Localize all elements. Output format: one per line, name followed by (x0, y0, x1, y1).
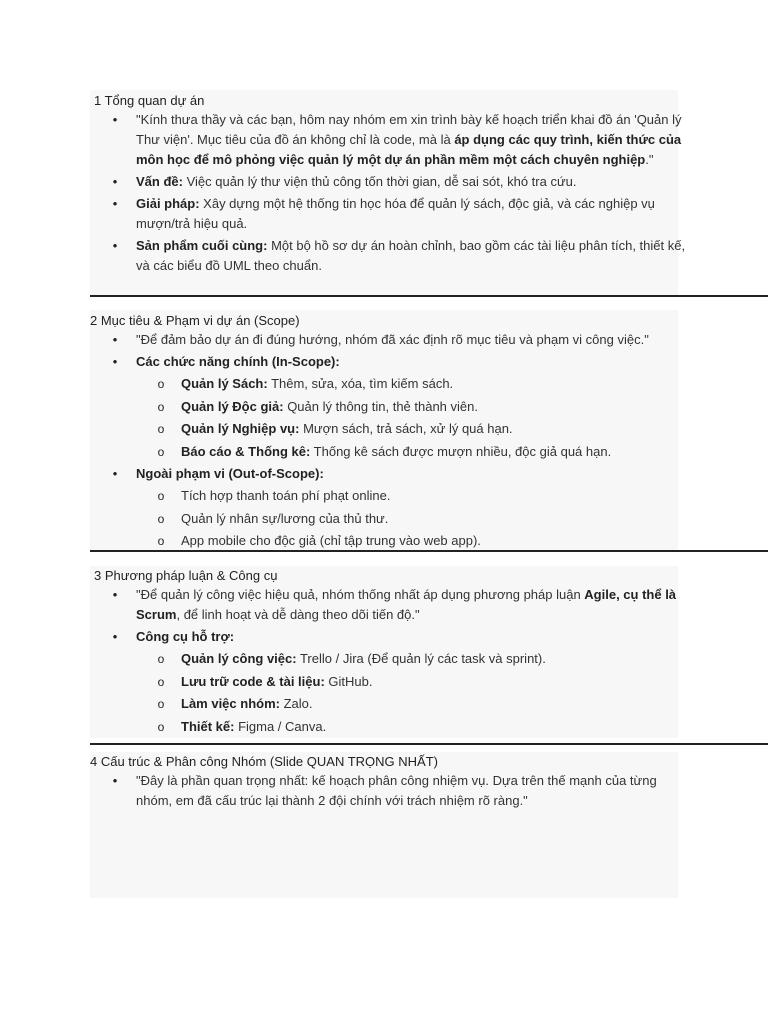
list-item: • Vấn đề: Việc quản lý thư viện thủ công tốn thời gian, dễ sai sót, khó tra cứu. (90, 172, 690, 192)
sub-list-item: o Thiết kế: Figma / Canva. (90, 717, 690, 737)
circle-bullet-icon: o (157, 719, 165, 734)
circle-bullet-icon: o (157, 511, 165, 526)
bullet-icon: • (112, 466, 118, 481)
circle-bullet-icon: o (157, 377, 165, 391)
section-3-heading: 3 Phương pháp luận & Công cụ (94, 568, 278, 583)
circle-bullet-icon: o (157, 444, 165, 459)
circle-bullet-icon: o (157, 399, 165, 414)
list-item: • "Đây là phần quan trọng nhất: kế hoạch phân công nhiệm vụ. Dựa trên thế mạnh của từng nhóm, em đã cấu trúc lại thành 2 đội chính với trách nhiệm rõ ràng." (90, 771, 690, 811)
bullet-icon: • (112, 238, 118, 253)
section-1-heading: 1 Tổng quan dự án (94, 93, 205, 108)
bullet-icon: • (112, 112, 118, 127)
list-item: • "Để đảm bảo dự án đi đúng hướng, nhóm đã xác định rõ mục tiêu và phạm vi công việc." (90, 330, 690, 350)
circle-bullet-icon: o (157, 489, 165, 503)
sub-list-item: o Báo cáo & Thống kê: Thống kê sách được mượn nhiều, độc giả quá hạn. (90, 442, 690, 462)
bullet-icon: • (112, 587, 118, 602)
sub-list-item: o Quản lý nhân sự/lương của thủ thư. (90, 509, 690, 529)
section-divider (90, 295, 768, 297)
section-4-heading: 4 Cấu trúc & Phân công Nhóm (Slide QUAN TRỌNG NHẤT) (90, 754, 438, 769)
bullet-icon: • (112, 354, 118, 369)
bullet-icon: • (112, 174, 118, 189)
list-item: • "Kính thưa thầy và các bạn, hôm nay nhóm em xin trình bày kế hoạch triển khai đồ án 'Quản lý Thư viện'. Mục tiêu của đồ án không chỉ là code, mà là áp dụng các quy trình, kiến thức của môn học để mô phỏng việc quản lý một dự án phần mềm một cách chuyên nghiệp." (90, 110, 690, 170)
sub-list-item: o Lưu trữ code & tài liệu: GitHub. (90, 672, 690, 692)
sub-list-item: o Làm việc nhóm: Zalo. (90, 694, 690, 714)
section-2-heading: 2 Mục tiêu & Phạm vi dự án (Scope) (90, 313, 300, 328)
list-item: • Ngoài phạm vi (Out-of-Scope): (90, 464, 690, 484)
circle-bullet-icon: o (157, 697, 165, 711)
sub-list-item: o Quản lý Độc giả: Quản lý thông tin, thẻ thành viên. (90, 397, 690, 417)
section-3-list (90, 585, 690, 739)
list-item: • Công cụ hỗ trợ: (90, 627, 690, 647)
sub-list-item: o App mobile cho độc giả (chỉ tập trung vào web app). (90, 531, 690, 551)
circle-bullet-icon: o (157, 652, 165, 666)
bullet-icon: • (112, 196, 118, 211)
bullet-icon: • (112, 629, 118, 644)
sub-list-item: o Quản lý Nghiệp vụ: Mượn sách, trả sách, xử lý quá hạn. (90, 419, 690, 439)
bullet-icon: • (112, 332, 118, 347)
section-4-list (90, 771, 690, 813)
list-item: • Sản phẩm cuối cùng: Một bộ hồ sơ dự án hoàn chỉnh, bao gồm các tài liệu phân tích, thiết kế, và các biểu đồ UML theo chuẩn. (90, 236, 690, 276)
sub-list-item: o Tích hợp thanh toán phí phạt online. (90, 486, 690, 506)
section-divider (90, 743, 768, 745)
list-item: • "Để quản lý công việc hiệu quả, nhóm thống nhất áp dụng phương pháp luận Agile, cụ thể là Scrum, để linh hoạt và dễ dàng theo dõi tiến độ." (90, 585, 690, 625)
list-item: • Các chức năng chính (In-Scope): (90, 352, 690, 372)
list-item: • Giải pháp: Xây dựng một hệ thống tin học hóa để quản lý sách, độc giả, và các nghiệp vụ mượn/trả hiệu quả. (90, 194, 690, 234)
circle-bullet-icon: o (157, 674, 165, 689)
sub-list-item: o Quản lý Sách: Thêm, sửa, xóa, tìm kiếm sách. (90, 374, 690, 394)
circle-bullet-icon: o (157, 422, 165, 436)
section-2-list (90, 330, 690, 554)
bullet-icon: • (112, 773, 118, 788)
circle-bullet-icon: o (157, 534, 165, 548)
section-1-list (90, 110, 690, 278)
sub-list-item: o Quản lý công việc: Trello / Jira (Để quản lý các task và sprint). (90, 649, 690, 669)
